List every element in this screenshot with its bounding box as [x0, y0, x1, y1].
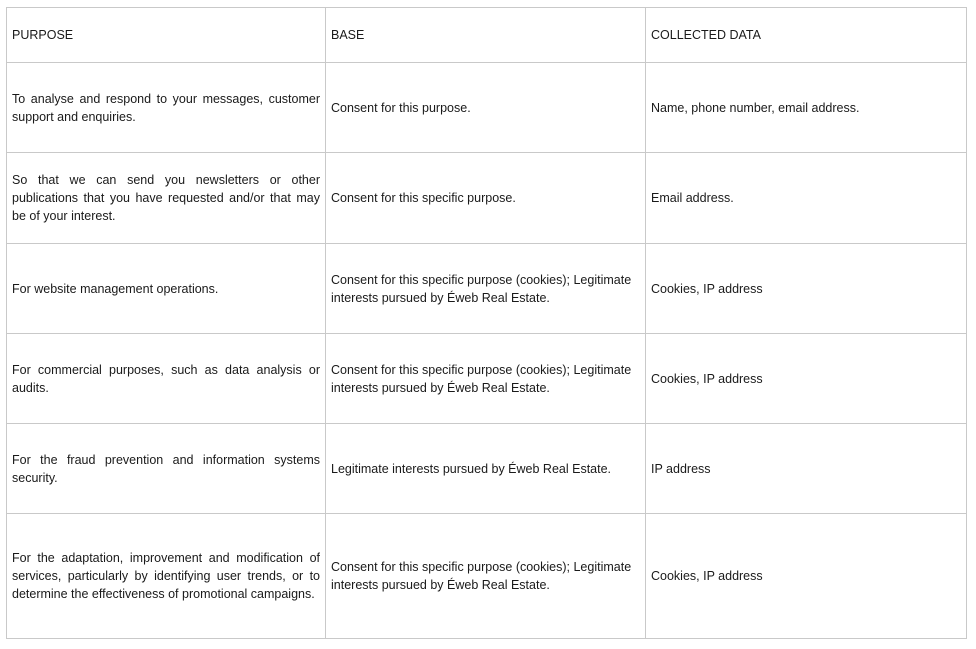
base-cell: Consent for this specific purpose.: [326, 153, 646, 244]
purpose-cell: So that we can send you newsletters or other publications that you have requested and/or that may be of your interest.: [7, 153, 326, 244]
purpose-cell: To analyse and respond to your messages, customer support and enquiries.: [7, 63, 326, 153]
base-cell: Consent for this specific purpose (cookies); Legitimate interests pursued by Éweb Real Estate.: [326, 244, 646, 334]
collected-data-cell: IP address: [646, 424, 967, 514]
table-row: [7, 244, 967, 334]
base-cell: Legitimate interests pursued by Éweb Real Estate.: [326, 424, 646, 514]
collected-data-cell: Cookies, IP address: [646, 334, 967, 424]
header-purpose: PURPOSE: [7, 8, 326, 63]
base-cell: Consent for this specific purpose (cookies); Legitimate interests pursued by Éweb Real Estate.: [326, 514, 646, 639]
collected-data-cell: Cookies, IP address: [646, 244, 967, 334]
table-row: [7, 424, 967, 514]
data-processing-table: [6, 7, 967, 639]
privacy-table-container: [6, 7, 967, 639]
purpose-cell: For the fraud prevention and information systems security.: [7, 424, 326, 514]
table-row: [7, 63, 967, 153]
table-row: [7, 514, 967, 639]
header-collected-data: COLLECTED DATA: [646, 8, 967, 63]
table-row: [7, 153, 967, 244]
purpose-cell: For the adaptation, improvement and modification of services, particularly by identifying user trends, or to determine the effectiveness of promotional campaigns.: [7, 514, 326, 639]
table-header-row: [7, 8, 967, 63]
purpose-cell: For commercial purposes, such as data analysis or audits.: [7, 334, 326, 424]
table-row: [7, 334, 967, 424]
collected-data-cell: Name, phone number, email address.: [646, 63, 967, 153]
base-cell: Consent for this specific purpose (cookies); Legitimate interests pursued by Éweb Real Estate.: [326, 334, 646, 424]
collected-data-cell: Email address.: [646, 153, 967, 244]
purpose-cell: For website management operations.: [7, 244, 326, 334]
base-cell: Consent for this purpose.: [326, 63, 646, 153]
collected-data-cell: Cookies, IP address: [646, 514, 967, 639]
header-base: BASE: [326, 8, 646, 63]
